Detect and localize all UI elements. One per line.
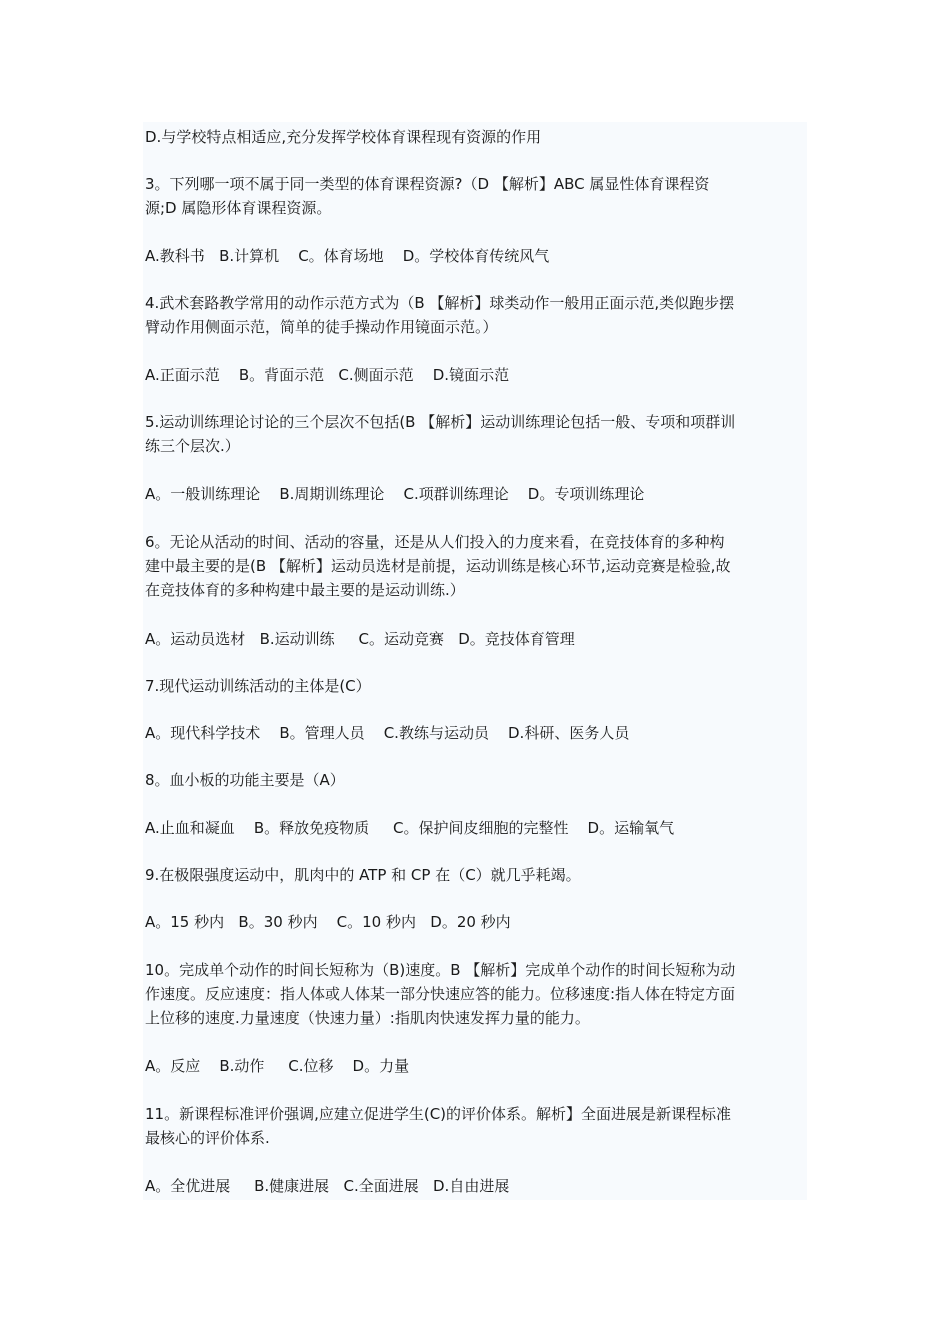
question-3: 3。下列哪一项不属于同一类型的体育课程资源?（D 【解析】ABC 属显性体育课程资 源;D 属隐形体育课程资源。 [145, 175, 710, 217]
question-4: 4.武术套路教学常用的动作示范方式为（B 【解析】球类动作一般用正面示范,类似跑步摆 臂动作用侧面示范，简单的徒手操动作用镜面示范。） [145, 294, 735, 336]
options-5: A。一般训练理论 B.周期训练理论 C.项群训练理论 D。专项训练理论 [145, 485, 645, 503]
options-10: A。反应 B.动作 C.位移 D。力量 [145, 1057, 410, 1075]
options-7: A。现代科学技术 B。管理人员 C.教练与运动员 D.科研、医务人员 [145, 724, 630, 742]
options-4: A.正面示范 B。背面示范 C.侧面示范 D.镜面示范 [145, 366, 510, 384]
question-9: 9.在极限强度运动中，肌肉中的 ATP 和 CP 在（C）就几乎耗竭。 [145, 866, 581, 884]
options-3: A.教科书 B.计算机 C。体育场地 D。学校体育传统风气 [145, 247, 550, 265]
options-8: A.止血和凝血 B。释放免疫物质 C。保护间皮细胞的完整性 D。运输氧气 [145, 819, 675, 837]
document-body [143, 122, 807, 1200]
options-9: A。15 秒内 B。30 秒内 C。10 秒内 D。20 秒内 [145, 913, 511, 931]
question-11: 11。新课程标准评价强调,应建立促进学生(C)的评价体系。解析】全面进展是新课程标准 最核心的评价体系. [145, 1105, 732, 1147]
question-8: 8。血小板的功能主要是（A） [145, 771, 345, 789]
options-11: A。全优进展 B.健康进展 C.全面进展 D.自由进展 [145, 1177, 510, 1195]
question-7: 7.现代运动训练活动的主体是(C） [145, 677, 371, 695]
question-5: 5.运动训练理论讨论的三个层次不包括(B 【解析】运动训练理论包括一般、专项和项群训 练三个层次.） [145, 413, 736, 455]
question-6: 6。无论从活动的时间、活动的容量，还是从人们投入的力度来看，在竞技体育的多种构 建中最主要的是(B 【解析】运动员选材是前提，运动训练是核心环节,运动竞赛是检验,故 在竞技体育的多种构建中最主要的是运动训练.） [145, 533, 731, 599]
options-6: A。运动员选材 B.运动训练 C。运动竞赛 D。竞技体育管理 [145, 630, 575, 648]
question-10: 10。完成单个动作的时间长短称为（B)速度。B 【解析】完成单个动作的时间长短称为动 作速度。反应速度：指人体或人体某一部分快速应答的能力。位移速度:指人体在特定方面 上位移的速度.力量速度（快速力量）:指肌肉快速发挥力量的能力。 [145, 961, 736, 1027]
paragraph: D.与学校特点相适应,充分发挥学校体育课程现有资源的作用 [145, 128, 542, 146]
